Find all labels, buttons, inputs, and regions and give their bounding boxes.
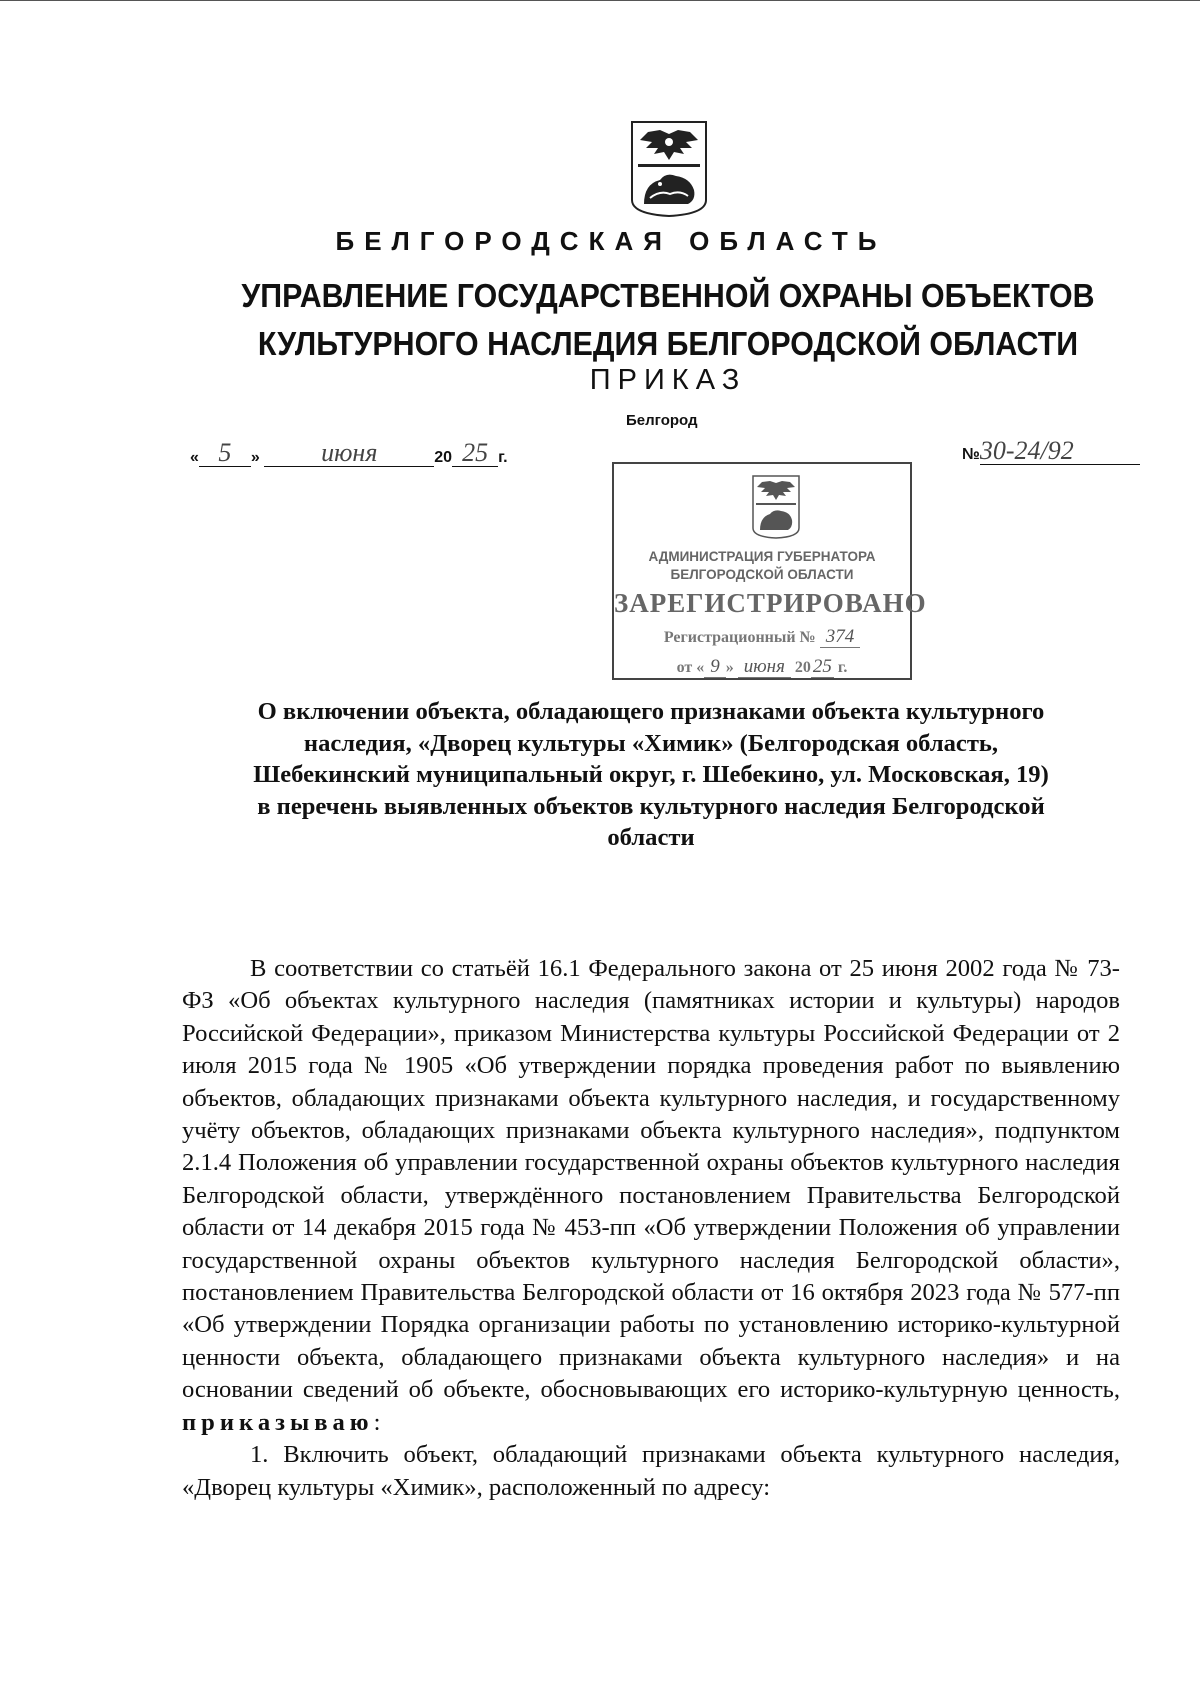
stamp-status: ЗАРЕГИСТРИРОВАНО: [614, 588, 927, 618]
subject-line: Шебекинский муниципальный округ, г. Шебекино, ул. Московская, 19): [253, 761, 1049, 788]
subject-line: О включении объекта, обладающего признаками объекта культурного: [257, 698, 1045, 725]
date-open-quote: «: [190, 449, 199, 466]
registration-stamp: [612, 462, 927, 680]
stamp-date-year-unit: г.: [837, 659, 848, 676]
order-colon: :: [373, 1408, 381, 1436]
document-subject: [176, 696, 1126, 854]
agency-name: [53, 272, 1157, 368]
stamp-reg-value: 374: [820, 626, 861, 648]
body-paragraph-text: В соответствии со статьёй 16.1 Федерального закона от 25 июня 2002 года № 73-ФЗ «Об объектах культурного наследия (памятниках истории и культуры) народов Российской Федерации», приказом Министерства культуры Российской Федерации от 2 июля 2015 года № 1905 «Об утверждении порядка проведения работ по выявлению объектов, обладающих признаками объекта культурного наследия, и государственному учёту объектов, обладающих признаками объекта культурного наследия», подпунктом 2.1.4 Положения об управлении государственной охраны объектов культурного наследия Белгородской области, утверждённого постановлением Правительства Белгородской области от 14 декабря 2015 года № 453-пп «Об утверждении Положения об управлении государственной охраны объектов культурного наследия Белгородской области», постановлением Правительства Белгородской области от 16 октября 2023 года № 577-пп «Об утверждении Порядка организации работы по установлению историко-культурной ценности объекта, обладающего признаками объекта культурного наследия» и на основании сведений об объекте, обосновывающих его историко-культурную ценность,: [182, 955, 1120, 1404]
stamp-date-close-quote: »: [725, 659, 734, 676]
body-paragraph: 1. Включить объект, обладающий признаками объекта культурного наследия, «Дворец культуры «Химик», расположенный по адресу:: [182, 1441, 1120, 1501]
belgorod-coat-of-arms-icon: [751, 474, 801, 540]
number-sign: №: [962, 446, 980, 463]
document-type: ПРИКАЗ: [589, 364, 747, 396]
body-paragraph: [182, 953, 1120, 1439]
stamp-date-month: июня: [738, 656, 791, 678]
number-value: 30-24/92: [980, 438, 1140, 465]
city-label: Белгород: [626, 412, 698, 429]
subject-line: в перечень выявленных объектов культурного наследия Белгородской: [257, 792, 1045, 820]
subject-line: наследия, «Дворец культуры «Химик» (Белгородская область,: [303, 729, 999, 757]
belgorod-coat-of-arms-icon: [630, 120, 708, 218]
stamp-reg-label: Регистрационный №: [663, 629, 816, 646]
order-date: [190, 440, 508, 467]
stamp-date: [614, 656, 910, 678]
order-number: [962, 438, 1140, 465]
stamp-date-day: 9: [704, 656, 726, 678]
date-month: июня: [264, 440, 434, 467]
stamp-reg-number: [614, 626, 910, 648]
region-heading: БЕЛГОРОДСКАЯ ОБЛАСТЬ: [335, 226, 887, 256]
date-year-prefix: 20: [434, 449, 453, 466]
subject-line: области: [607, 824, 695, 851]
document-body: [182, 953, 1120, 1504]
stamp-issuer-line: БЕЛГОРОДСКОЙ ОБЛАСТИ: [670, 567, 854, 582]
stamp-date-year-prefix: 20: [794, 659, 811, 676]
stamp-issuer-line: АДМИНИСТРАЦИЯ ГУБЕРНАТОРА: [648, 549, 876, 564]
order-word: приказываю: [182, 1408, 374, 1436]
page-top-edge: [0, 0, 1200, 1]
agency-name-line: КУЛЬТУРНОГО НАСЛЕДИЯ БЕЛГОРОДСКОЙ ОБЛАСТИ: [257, 325, 1079, 362]
date-day: 5: [199, 440, 251, 467]
agency-name-line: УПРАВЛЕНИЕ ГОСУДАРСТВЕННОЙ ОХРАНЫ ОБЪЕКТОВ: [241, 277, 1095, 314]
date-year-suffix: 25: [452, 440, 498, 467]
date-close-quote: »: [250, 449, 260, 466]
stamp-date-prefix: от «: [676, 659, 705, 676]
stamp-date-year-suffix: 25: [812, 656, 832, 677]
date-year-unit: г.: [498, 449, 508, 466]
stamp-issuer: [614, 548, 910, 584]
